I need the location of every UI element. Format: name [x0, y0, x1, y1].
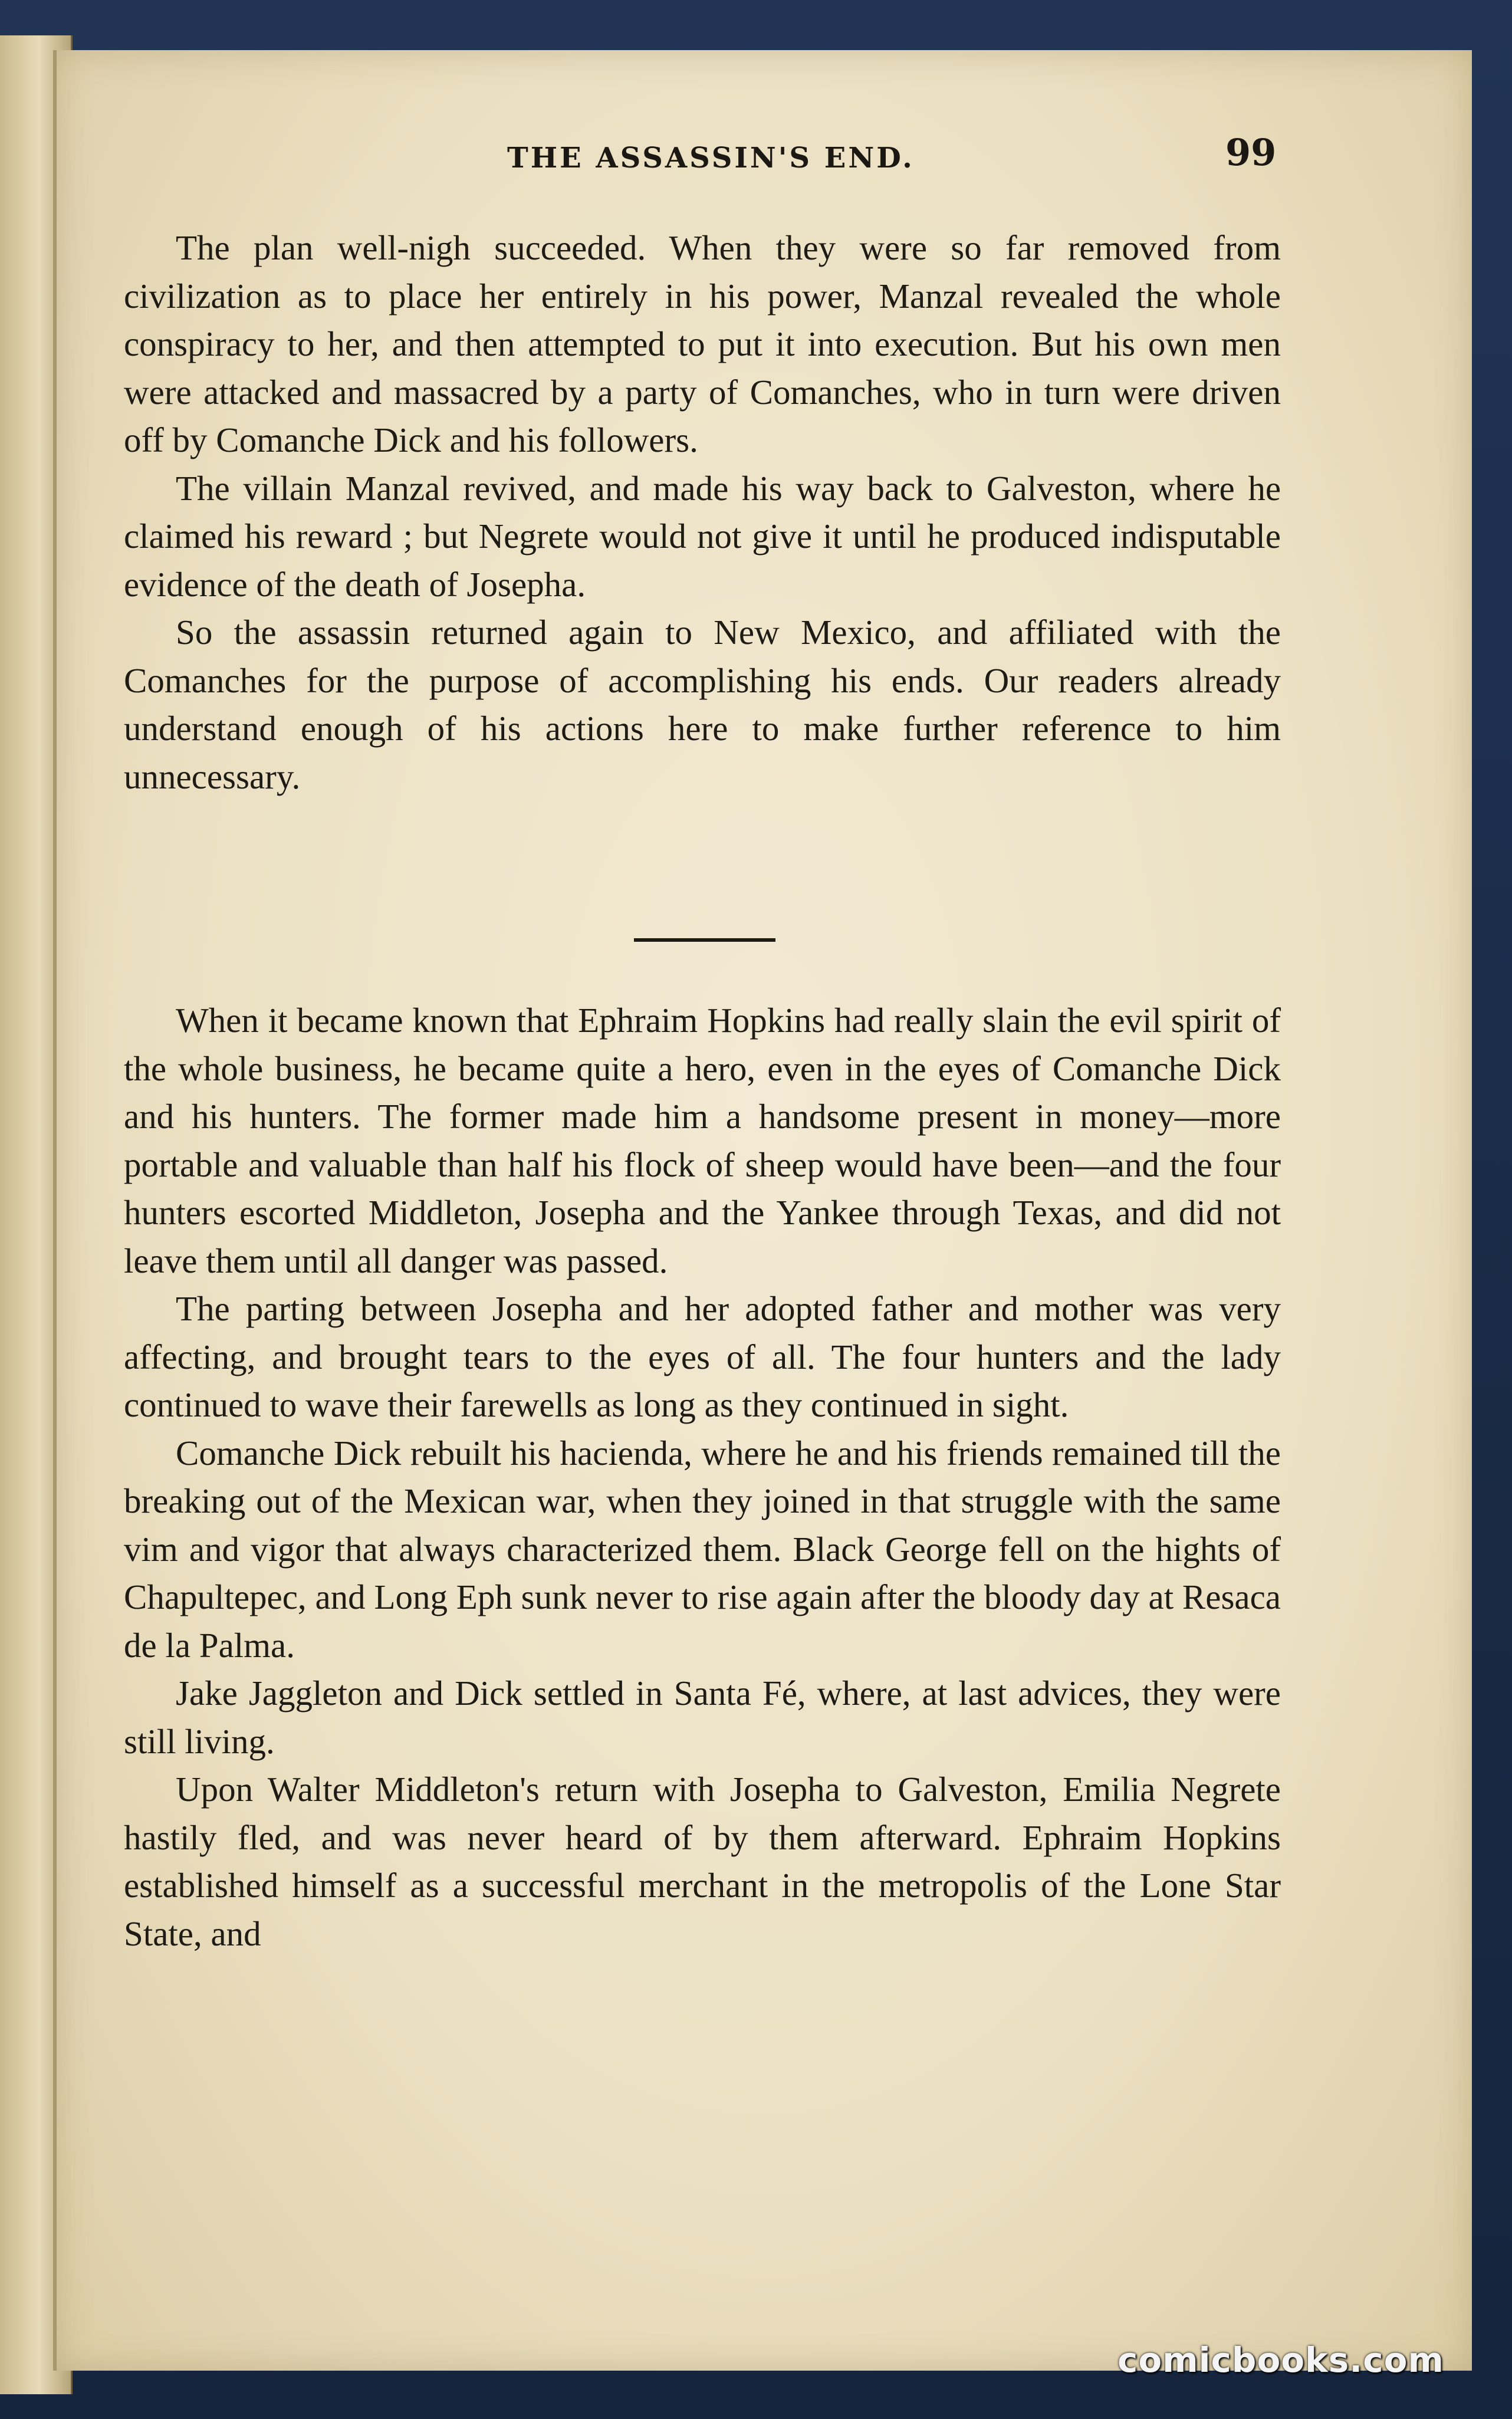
paragraph: Upon Walter Middleton's return with Josepha to Galveston, Emilia Negrete hastily fled, and was never heard of by them afterward. Ephraim Hopkins established himself as a successful merchant in the metropolis of the Lone Star State, and	[124, 1770, 1281, 1953]
section-divider	[634, 938, 775, 942]
paragraph: Comanche Dick rebuilt his hacienda, where he and his friends remained till the breaking out of the Mexican war, when they joined in that struggle with the same vim and vigor that always characterized them. Black George fell on the hights of Chapultepec, and Long Eph sunk never to rise again after the bloody day at Resaca de la Palma.	[124, 1433, 1281, 1665]
paragraph: When it became known that Ephraim Hopkins had really slain the evil spirit of the whole business, he became quite a hero, even in the eyes of Comanche Dick and his hunters. The former made him a handsome present in money—more portable and valuable than half his flock of sheep would have been—and the four hunters escorted Middleton, Josepha and the Yankee through Texas, and did not leave them until all danger was passed.	[124, 1001, 1281, 1280]
paragraph: The plan well-nigh succeeded. When they were so far removed from civilization as to place her entirely in his power, Manzal revealed the whole conspiracy to her, and then attempted to put it into execution. But his own men were attacked and massacred by a party of Comanches, who in turn were driven off by Comanche Dick and his followers.	[124, 228, 1281, 459]
paragraph: The villain Manzal revived, and made his way back to Galveston, where he claimed his reward ; but Negrete would not give it until he produced indisputable evidence of the death of Josepha.	[124, 468, 1281, 604]
upper-text-block	[124, 224, 1281, 801]
page-number: 99	[1225, 131, 1277, 174]
paragraph: The parting between Josepha and her adopted father and mother was very affecting, and brought tears to the eyes of all. The four hunters and the lady continued to wave their farewells as long as they continued in sight.	[124, 1289, 1281, 1424]
paragraph: Jake Jaggleton and Dick settled in Santa Fé, where, at last advices, they were still living.	[124, 1674, 1281, 1761]
paragraph: So the assassin returned again to New Mexico, and affiliated with the Comanches for the purpose of accomplishing his ends. Our readers already understand enough of his actions here to make further reference to him unnecessary.	[124, 613, 1281, 796]
running-head: THE ASSASSIN'S END.	[507, 142, 915, 175]
site-watermark: comicbooks.com	[1117, 2340, 1444, 2380]
lower-text-block	[124, 997, 1281, 1958]
